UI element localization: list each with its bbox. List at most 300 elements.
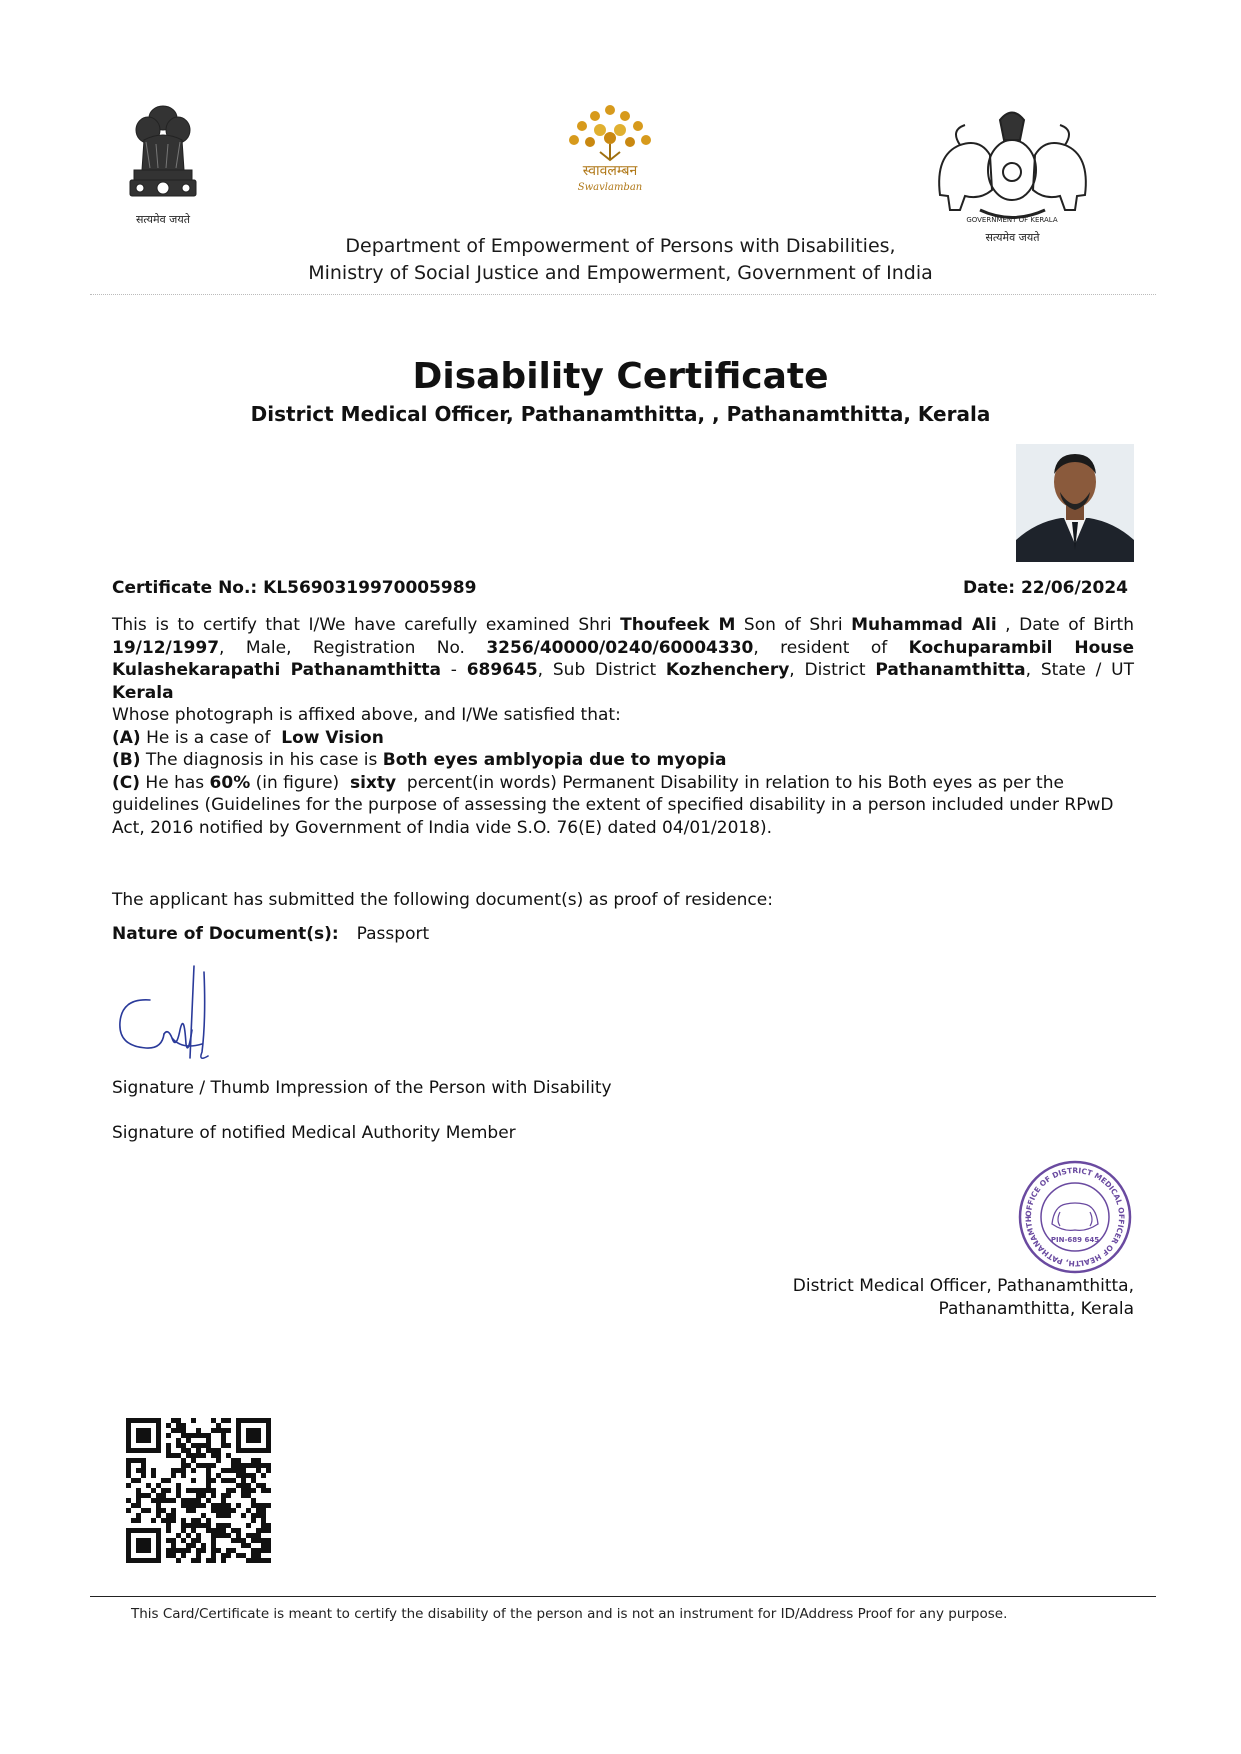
qr-module — [211, 1453, 216, 1458]
qr-module — [261, 1488, 266, 1493]
qr-module — [206, 1468, 211, 1473]
qr-module — [136, 1468, 141, 1473]
qr-module — [201, 1513, 206, 1518]
qr-module — [126, 1468, 131, 1473]
qr-module — [246, 1533, 251, 1538]
qr-module — [166, 1423, 171, 1428]
qr-module — [196, 1498, 201, 1503]
qr-module — [171, 1508, 176, 1513]
qr-module — [261, 1543, 266, 1548]
qr-module — [201, 1488, 206, 1493]
qr-module — [216, 1528, 221, 1533]
qr-code — [126, 1418, 271, 1563]
qr-module — [196, 1503, 201, 1508]
qr-module — [176, 1488, 181, 1493]
qr-module — [171, 1513, 176, 1518]
qr-module — [181, 1523, 186, 1528]
qr-module — [196, 1493, 201, 1498]
qr-module — [196, 1488, 201, 1493]
qr-module — [136, 1458, 141, 1463]
qr-module — [181, 1463, 186, 1468]
qr-module — [186, 1463, 191, 1468]
nature-of-document-value: Passport — [356, 924, 430, 944]
national-emblem-logo — [118, 100, 208, 225]
qr-module — [131, 1518, 136, 1523]
qr-module — [261, 1523, 266, 1528]
qr-module — [166, 1433, 171, 1438]
qr-module — [161, 1478, 166, 1483]
qr-module — [176, 1453, 181, 1458]
qr-module — [266, 1468, 271, 1473]
qr-module — [181, 1553, 186, 1558]
qr-module — [206, 1488, 211, 1493]
qr-module — [221, 1443, 226, 1448]
qr-module — [141, 1473, 146, 1478]
qr-module — [211, 1463, 216, 1468]
official-stamp — [1016, 1158, 1134, 1276]
qr-module — [211, 1558, 216, 1563]
qr-module — [256, 1513, 261, 1518]
qr-module — [191, 1558, 196, 1563]
certificate-date-label: Date: — [963, 578, 1016, 598]
qr-module — [221, 1558, 226, 1563]
qr-module — [161, 1518, 166, 1523]
qr-module — [181, 1443, 186, 1448]
qr-module — [211, 1533, 216, 1538]
qr-module — [236, 1533, 241, 1538]
qr-module — [171, 1538, 176, 1543]
qr-module — [126, 1498, 131, 1503]
qr-module — [261, 1508, 266, 1513]
qr-module — [206, 1473, 211, 1478]
qr-module — [166, 1488, 171, 1493]
issuing-officer-line-1: District Medical Officer, Pathanamthitta, — [792, 1276, 1134, 1296]
qr-module — [181, 1503, 186, 1508]
diagnosis: Both eyes amblyopia due to myopia — [382, 750, 727, 770]
nature-of-document — [112, 924, 429, 944]
nature-of-document-label: Nature of Document(s): — [112, 924, 339, 944]
qr-module — [196, 1443, 201, 1448]
qr-module — [221, 1533, 226, 1538]
qr-module — [191, 1503, 196, 1508]
issuing-officer — [700, 1275, 1134, 1321]
qr-module — [221, 1503, 226, 1508]
qr-module — [246, 1558, 251, 1563]
qr-module — [191, 1543, 196, 1548]
qr-module — [246, 1523, 251, 1528]
qr-module — [206, 1443, 211, 1448]
qr-module — [246, 1463, 251, 1468]
qr-module — [176, 1443, 181, 1448]
qr-module — [196, 1433, 201, 1438]
qr-module — [206, 1448, 211, 1453]
qr-module — [226, 1508, 231, 1513]
issuing-officer-line-2: Pathanamthitta, Kerala — [938, 1299, 1134, 1319]
qr-module — [126, 1463, 131, 1468]
qr-module — [241, 1468, 246, 1473]
qr-module — [251, 1553, 256, 1558]
qr-module — [171, 1468, 176, 1473]
certification-paragraph: This is to certify that I/We have carefully examined Shri Thoufeek M Son of Shri Muhammad Ali , Date of Birth 19/12/1997, Male, Registration No. 3256/40000/0240/60004330, resident of Kochuparambil House Kulashekarapathi Pathanamthitta - 689645, Sub District Kozhenchery, District Pathanamthitta, State / UT Kerala — [112, 615, 1135, 703]
qr-module — [171, 1453, 176, 1458]
qr-module — [191, 1443, 196, 1448]
qr-module — [231, 1468, 236, 1473]
clause-c: (C) He has 60% (in figure) sixty percent(in words) Permanent Disability in relation to his Both eyes as per the guidelines (Guidelines for the purpose of assessing the extent of specified disability in a person included under RPwD Act, 2016 notified by Government of India vide S.O. 76(E) dated 04/01/2018). — [112, 772, 1114, 838]
qr-module — [206, 1438, 211, 1443]
qr-module — [221, 1438, 226, 1443]
authority-signature-caption: Signature of notified Medical Authority Member — [112, 1123, 516, 1143]
qr-module — [196, 1553, 201, 1558]
qr-module — [211, 1418, 216, 1423]
qr-module — [261, 1473, 266, 1478]
qr-module — [166, 1498, 171, 1503]
qr-module — [176, 1558, 181, 1563]
qr-module — [221, 1478, 226, 1483]
qr-module — [266, 1463, 271, 1468]
qr-module — [191, 1528, 196, 1533]
qr-module — [211, 1538, 216, 1543]
qr-module — [166, 1443, 171, 1448]
qr-module — [216, 1503, 221, 1508]
qr-module — [166, 1553, 171, 1558]
qr-module — [206, 1498, 211, 1503]
qr-module — [226, 1493, 231, 1498]
qr-module — [261, 1463, 266, 1468]
state: Kerala — [112, 682, 174, 703]
qr-module — [176, 1468, 181, 1473]
qr-module — [216, 1423, 221, 1428]
qr-module — [131, 1478, 136, 1483]
clause-a: (A) He is a case of Low Vision — [112, 727, 384, 748]
qr-module — [251, 1458, 256, 1463]
qr-module — [186, 1548, 191, 1553]
qr-module — [181, 1468, 186, 1473]
qr-module — [136, 1503, 141, 1508]
qr-module — [231, 1538, 236, 1543]
qr-module — [216, 1458, 221, 1463]
pin-code: 689645 — [466, 660, 538, 680]
qr-module — [201, 1443, 206, 1448]
kerala-emblem-motto: सत्यमेव जयते — [985, 231, 1040, 244]
qr-module — [166, 1478, 171, 1483]
qr-module — [141, 1493, 146, 1498]
swavlamban-logo-text: Swavlamban — [577, 182, 643, 193]
qr-module — [161, 1498, 166, 1503]
qr-module — [151, 1473, 156, 1478]
qr-module — [186, 1433, 191, 1438]
qr-module — [211, 1508, 216, 1513]
qr-module — [211, 1553, 216, 1558]
qr-module — [216, 1448, 221, 1453]
qr-module — [211, 1503, 216, 1508]
qr-module — [191, 1433, 196, 1438]
qr-module — [251, 1478, 256, 1483]
qr-module — [251, 1533, 256, 1538]
qr-module — [156, 1503, 161, 1508]
qr-module — [201, 1523, 206, 1528]
qr-module — [181, 1473, 186, 1478]
qr-module — [196, 1538, 201, 1543]
qr-module — [221, 1468, 226, 1473]
qr-module — [166, 1453, 171, 1458]
qr-module — [201, 1433, 206, 1438]
qr-module — [231, 1458, 236, 1463]
qr-module — [141, 1458, 146, 1463]
qr-module — [216, 1548, 221, 1553]
qr-module — [231, 1488, 236, 1493]
qr-module — [181, 1528, 186, 1533]
qr-module — [136, 1488, 141, 1493]
qr-module — [226, 1453, 231, 1458]
qr-module — [236, 1503, 241, 1508]
qr-module — [231, 1528, 236, 1533]
certificate-date-value: 22/06/2024 — [1020, 578, 1129, 598]
qr-module — [171, 1543, 176, 1548]
qr-module — [266, 1543, 271, 1548]
qr-module — [251, 1463, 256, 1468]
qr-module — [251, 1518, 256, 1523]
qr-module — [226, 1488, 231, 1493]
qr-module — [166, 1518, 171, 1523]
certificate-date — [963, 578, 1128, 598]
qr-module — [186, 1503, 191, 1508]
qr-module — [236, 1468, 241, 1473]
qr-module — [211, 1548, 216, 1553]
qr-module — [181, 1428, 186, 1433]
qr-module — [221, 1508, 226, 1513]
qr-module — [206, 1463, 211, 1468]
swavlamban-logo — [560, 100, 660, 200]
qr-module — [161, 1508, 166, 1513]
qr-module — [266, 1503, 271, 1508]
qr-module — [191, 1453, 196, 1458]
qr-module — [221, 1513, 226, 1518]
qr-module — [226, 1523, 231, 1528]
qr-module — [251, 1473, 256, 1478]
qr-module — [186, 1508, 191, 1513]
qr-module — [221, 1528, 226, 1533]
qr-module — [186, 1533, 191, 1538]
qr-module — [206, 1558, 211, 1563]
qr-module — [176, 1418, 181, 1423]
qr-module — [191, 1498, 196, 1503]
qr-module — [256, 1533, 261, 1538]
qr-module — [216, 1473, 221, 1478]
qr-module — [256, 1528, 261, 1533]
applicant-signature — [112, 960, 222, 1070]
qr-module — [201, 1493, 206, 1498]
india-emblem-motto: सत्यमेव जयते — [135, 213, 190, 226]
qr-module — [196, 1558, 201, 1563]
qr-module — [171, 1518, 176, 1523]
qr-module — [126, 1458, 131, 1463]
qr-module — [186, 1488, 191, 1493]
qr-module — [226, 1503, 231, 1508]
qr-module — [256, 1463, 261, 1468]
qr-module — [166, 1538, 171, 1543]
qr-module — [221, 1553, 226, 1558]
qr-module — [126, 1473, 131, 1478]
qr-module — [181, 1458, 186, 1463]
qr-module — [216, 1513, 221, 1518]
qr-module — [241, 1463, 246, 1468]
qr-module — [191, 1468, 196, 1473]
qr-module — [206, 1518, 211, 1523]
qr-module — [241, 1493, 246, 1498]
qr-module — [206, 1528, 211, 1533]
qr-module — [156, 1498, 161, 1503]
qr-module — [241, 1483, 246, 1488]
proof-intro: The applicant has submitted the following document(s) as proof of residence: — [112, 890, 773, 910]
qr-module — [151, 1488, 156, 1493]
qr-module — [261, 1513, 266, 1518]
applicant-photo — [1016, 444, 1134, 562]
qr-module — [226, 1443, 231, 1448]
qr-module — [181, 1448, 186, 1453]
qr-module — [176, 1533, 181, 1538]
qr-module — [256, 1558, 261, 1563]
qr-module — [251, 1558, 256, 1563]
qr-module — [226, 1418, 231, 1423]
qr-module — [256, 1548, 261, 1553]
qr-module — [151, 1468, 156, 1473]
qr-module — [256, 1458, 261, 1463]
qr-module — [181, 1538, 186, 1543]
qr-module — [246, 1483, 251, 1488]
qr-module — [236, 1483, 241, 1488]
qr-module — [171, 1553, 176, 1558]
qr-module — [146, 1508, 151, 1513]
qr-module — [186, 1438, 191, 1443]
qr-module — [211, 1448, 216, 1453]
qr-module — [231, 1463, 236, 1468]
qr-module — [236, 1538, 241, 1543]
qr-module — [241, 1513, 246, 1518]
qr-module — [256, 1508, 261, 1513]
qr-module — [206, 1478, 211, 1483]
qr-module — [201, 1463, 206, 1468]
qr-module — [226, 1513, 231, 1518]
qr-module — [181, 1518, 186, 1523]
qr-module — [216, 1428, 221, 1433]
qr-module — [226, 1478, 231, 1483]
address: Kochuparambil House Kulashekarapathi Pathanamthitta — [112, 637, 1135, 680]
qr-module — [171, 1498, 176, 1503]
qr-module — [221, 1493, 226, 1498]
certificate-body — [112, 614, 1134, 839]
registration-number: 3256/40000/0240/60004330 — [486, 637, 754, 658]
qr-module — [181, 1548, 186, 1553]
qr-module — [201, 1453, 206, 1458]
qr-module — [261, 1528, 266, 1533]
qr-module — [191, 1478, 196, 1483]
kerala-emblem-text: GOVERNMENT OF KERALA — [966, 216, 1058, 224]
qr-module — [136, 1498, 141, 1503]
department-line-2: Ministry of Social Justice and Empowerment, Government of India — [308, 262, 933, 284]
qr-module — [221, 1523, 226, 1528]
qr-module — [216, 1523, 221, 1528]
photo-statement: Whose photograph is affixed above, and I/We satisfied that: — [112, 705, 621, 725]
qr-module — [241, 1553, 246, 1558]
qr-module — [141, 1508, 146, 1513]
qr-module — [216, 1453, 221, 1458]
qr-module — [266, 1488, 271, 1493]
qr-module — [251, 1503, 256, 1508]
qr-module — [156, 1493, 161, 1498]
qr-module — [196, 1453, 201, 1458]
qr-module — [136, 1513, 141, 1518]
qr-module — [226, 1468, 231, 1473]
qr-module — [261, 1558, 266, 1563]
father-name: Muhammad Ali — [851, 615, 997, 635]
qr-module — [176, 1493, 181, 1498]
certificate-number-label: Certificate No.: — [112, 578, 258, 598]
qr-module — [191, 1458, 196, 1463]
qr-module — [236, 1458, 241, 1463]
qr-module — [126, 1508, 131, 1513]
qr-module — [211, 1478, 216, 1483]
qr-module — [176, 1483, 181, 1488]
qr-module — [141, 1468, 146, 1473]
qr-module — [246, 1493, 251, 1498]
qr-module — [171, 1548, 176, 1553]
qr-module — [151, 1518, 156, 1523]
qr-module — [146, 1493, 151, 1498]
header-divider — [90, 294, 1156, 295]
qr-module — [201, 1543, 206, 1548]
qr-module — [211, 1488, 216, 1493]
qr-module — [211, 1428, 216, 1433]
qr-module — [186, 1498, 191, 1503]
qr-module — [246, 1428, 261, 1443]
qr-module — [206, 1523, 211, 1528]
qr-module — [226, 1553, 231, 1558]
qr-module — [171, 1428, 176, 1433]
qr-module — [246, 1543, 251, 1548]
certificate-issuer: District Medical Officer, Pathanamthitta, , Pathanamthitta, Kerala — [250, 402, 991, 426]
disability-type: Low Vision — [281, 727, 384, 748]
qr-module — [251, 1513, 256, 1518]
qr-module — [251, 1538, 256, 1543]
qr-module — [216, 1508, 221, 1513]
qr-module — [256, 1503, 261, 1508]
qr-module — [256, 1553, 261, 1558]
qr-module — [166, 1513, 171, 1518]
certificate-number — [112, 578, 476, 598]
qr-module — [136, 1478, 141, 1483]
department-line-1: Department of Empowerment of Persons with Disabilities, — [345, 235, 896, 257]
qr-module — [151, 1498, 156, 1503]
qr-module — [126, 1483, 131, 1488]
qr-module — [196, 1548, 201, 1553]
qr-module — [246, 1473, 251, 1478]
applicant-signature-caption: Signature / Thumb Impression of the Person with Disability — [112, 1078, 612, 1098]
qr-module — [256, 1483, 261, 1488]
qr-module — [221, 1433, 226, 1438]
qr-module — [186, 1453, 191, 1458]
qr-module — [181, 1498, 186, 1503]
qr-module — [266, 1558, 271, 1563]
qr-module — [236, 1553, 241, 1558]
qr-module — [251, 1488, 256, 1493]
qr-module — [156, 1513, 161, 1518]
qr-module — [246, 1508, 251, 1513]
qr-module — [171, 1473, 176, 1478]
qr-module — [161, 1488, 166, 1493]
qr-module — [161, 1493, 166, 1498]
clause-b: (B) The diagnosis in his case is Both eyes amblyopia due to myopia — [112, 750, 727, 770]
qr-module — [131, 1503, 136, 1508]
